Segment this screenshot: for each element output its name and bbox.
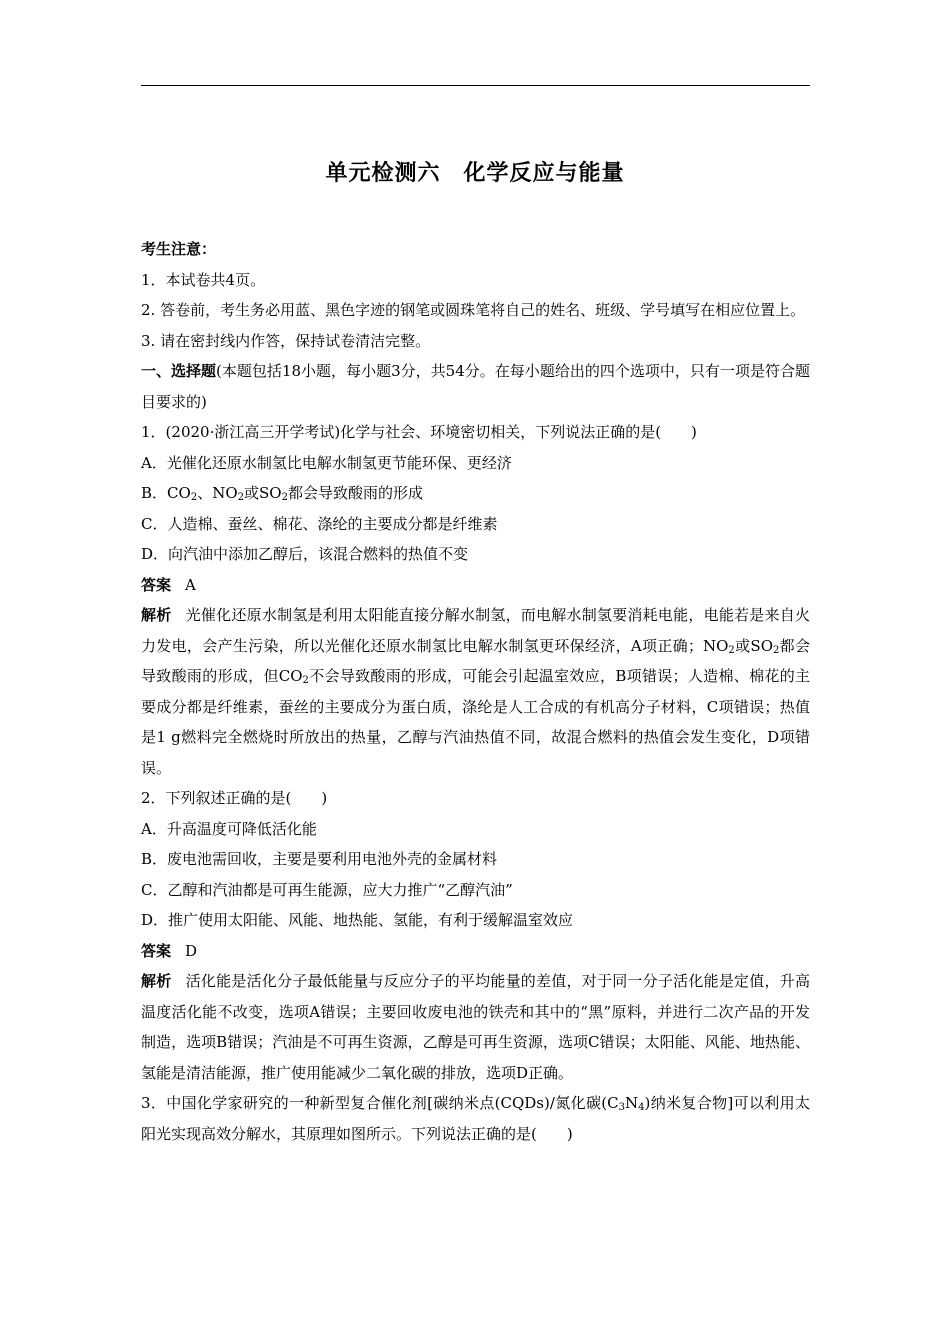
analysis-label: 解析 [141, 606, 172, 624]
q1-option-a: A．光催化还原水制氢比电解水制氢更节能环保、更经济 [141, 453, 512, 472]
q3-stem: 3．中国化学家研究的一种新型复合催化剂[碳纳米点(CQDs)/氮化碳$(C_3N_4)$纳米复合物]可以利用太阳光实现高效分解水，其原理如图所示。下列说法正确的是( ) [141, 1094, 810, 1143]
q1-stem: 1．(2020·浙江高三开学考试)化学与社会、环境密切相关，下列说法正确的是( ) [141, 423, 697, 441]
section-description: (本题包括18小题，每小题3分，共54分。在每小题给出的四个选项中，只有一项是符合题目要求的) [141, 362, 810, 411]
notice-heading: 考生注意： [141, 240, 217, 258]
q1-option-c: C．人造棉、蚕丝、棉花、涤纶的主要成分都是纤维素 [141, 514, 498, 533]
q2-option-b: B．废电池需回收，主要是要利用电池外壳的金属材料 [141, 850, 498, 868]
q1-analysis: 解析 光催化还原水制氢是利用太阳能直接分解水制氢，而电解水制氢要消耗电能，电能若是来自火力发电，会产生污染，所以光催化还原水制氢比电解水制氢更环保经济，A项正确；$NO_2$或$SO_2$都会导致酸雨的形成，但$CO_2$不会导致酸雨的形成，可能会引起温室效应，B项错误；人造棉、棉花的主要成分都是纤维素，蚕丝的主要成分为蛋白质，涤纶是人工合成的有机高分子材料，C项错误；热值是1 g燃料完全燃烧时所放出的热量，乙醇与汽油热值不同，故混合燃料的热值会发生变化，D项错误。 [141, 606, 810, 777]
q2-analysis: 解析 活化能是活化分子最低能量与反应分子的平均能量的差值，对于同一分子活化能是定值，升高温度活化能不改变，选项A错误；主要回收废电池的铁壳和其中的“黑”原料，并进行二次产品的开发制造，选项B错误；汽油是不可再生资源，乙醇是可再生资源，选项C错误；太阳能、风能、地热能、氢能是清洁能源，推广使用能减少二氧化碳的排放，选项D正确。 [141, 972, 810, 1082]
notice-item: 2. 答卷前，考生务必用蓝、黑色字迹的钢笔或圆珠笔将自己的姓名、班级、学号填写在相应位置上。 [141, 301, 806, 319]
q2-option-c: C．乙醇和汽油都是可再生能源，应大力推广“乙醇汽油” [141, 880, 513, 899]
q2-option-a: A．升高温度可降低活化能 [141, 819, 317, 838]
q2-option-d: D．推广使用太阳能、风能、地热能、氢能，有利于缓解温室效应 [141, 911, 574, 929]
notice-item: 3. 请在密封线内作答，保持试卷清洁完整。 [141, 331, 431, 350]
answer-value: A [185, 575, 196, 594]
q1-option-b: B．$CO_2$、$NO_2$或$SO_2$都会导致酸雨的形成 [141, 484, 423, 503]
page-title: 单元检测六 化学反应与能量 [325, 161, 625, 186]
analysis-label: 解析 [141, 972, 172, 990]
q2-answer [141, 936, 810, 967]
answer-label: 答案 [141, 941, 172, 960]
q1-option-d: D．向汽油中添加乙醇后，该混合燃料的热值不变 [141, 545, 469, 563]
q2-stem: 2．下列叙述正确的是( ) [141, 789, 328, 807]
header-rule [141, 85, 810, 86]
q1-answer [141, 570, 810, 601]
section-heading: 一、选择题 [141, 362, 217, 380]
answer-value: D [185, 941, 198, 960]
section-intro [141, 356, 810, 417]
notice-item: 1．本试卷共4页。 [141, 270, 266, 289]
document-body [141, 234, 810, 1149]
answer-label: 答案 [141, 575, 172, 594]
